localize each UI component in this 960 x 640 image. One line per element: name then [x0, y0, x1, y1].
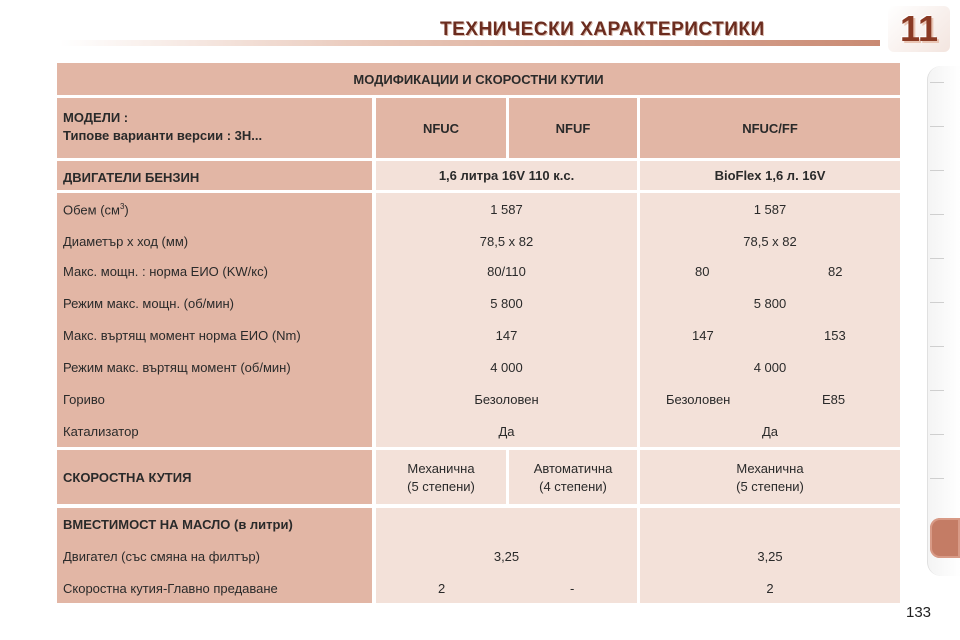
side-tab-divider [930, 390, 944, 391]
side-tab-divider [930, 170, 944, 171]
side-tab-divider [930, 214, 944, 215]
gearbox-cell-3 [640, 450, 900, 504]
gearbox-cell-1 [376, 450, 506, 504]
spec-value: Да [761, 424, 779, 439]
spec-value: E85 [822, 392, 846, 407]
specs-values-col1 [376, 193, 637, 447]
oil-value: 3,25 [493, 549, 520, 564]
models-variants-label: Типове варианти версии : 3H... [63, 128, 263, 143]
model-column-nfuf: NFUF [509, 98, 637, 158]
chapter-number-badge: 11 [888, 6, 950, 52]
spec-value: 153 [824, 328, 846, 343]
spec-value: 4 000 [490, 360, 523, 375]
spec-label-max-power-rpm: Режим макс. мощн. (об/мин) [63, 296, 235, 311]
oil-labels-block [57, 508, 372, 603]
spec-value: 4 000 [753, 360, 787, 375]
spec-value: Да [498, 424, 515, 439]
specs-values-col2 [640, 193, 900, 447]
gearbox-type: Автоматична [533, 461, 613, 476]
oil-value: 2 [766, 581, 774, 596]
oil-capacity-label: ВМЕСТИМОСТ НА МАСЛО (в литри) [63, 517, 293, 532]
oil-value: 3,25 [757, 549, 783, 564]
gearbox-gears: (5 степени) [407, 479, 475, 494]
oil-values-col2 [640, 508, 900, 603]
spec-value: 82 [828, 264, 843, 279]
spec-value: Безоловен [474, 392, 539, 407]
spec-value: Безоловен [666, 392, 731, 407]
engines-label: ДВИГАТЕЛИ БЕНЗИН [57, 161, 372, 190]
side-tab-divider [930, 478, 944, 479]
spec-label-max-torque-rpm: Режим макс. въртящ момент (об/мин) [63, 360, 291, 375]
spec-label-max-torque: Макс. въртящ момент норма ЕИО (Nm) [63, 328, 301, 343]
model-column-nfuc-ff: NFUC/FF [640, 98, 900, 158]
spec-label-max-power: Макс. мощн. : норма ЕИО (KW/кс) [63, 264, 268, 279]
models-label-cell [57, 98, 372, 158]
spec-label-displacement: Обем $(см^3)$ [63, 202, 129, 218]
gearbox-gears: (5 степени) [736, 479, 804, 494]
spec-value: 5 800 [753, 296, 787, 311]
oil-value: 2 [438, 581, 446, 596]
model-column-nfuc: NFUC [376, 98, 506, 158]
spec-value: 78,5 х 82 [743, 234, 797, 249]
spec-value: 1 587 [490, 202, 523, 217]
oil-values-col1 [376, 508, 637, 603]
spec-value: 147 [692, 328, 714, 343]
specs-labels-block [57, 193, 372, 447]
spec-value: 80 [695, 264, 710, 279]
gearbox-gears: (4 степени) [539, 479, 607, 494]
gearbox-cell-2 [509, 450, 637, 504]
table-title: МОДИФИКАЦИИ И СКОРОСТНИ КУТИИ [57, 63, 900, 95]
spec-value: 78,5 х 82 [479, 234, 534, 249]
gearbox-label: СКОРОСТНА КУТИЯ [57, 450, 372, 504]
oil-value: - [570, 581, 575, 596]
spec-value: 147 [495, 328, 518, 343]
side-tab-divider [930, 82, 944, 83]
side-tab-divider [930, 258, 944, 259]
side-tab-divider [930, 302, 944, 303]
side-tab-rail [927, 66, 960, 576]
side-tab-divider [930, 346, 944, 347]
oil-engine-label: Двигател (със смяна на филтър) [63, 549, 260, 564]
side-tab-chapter-11[interactable] [930, 518, 960, 558]
models-label: МОДЕЛИ : [63, 110, 129, 125]
page-title: ТЕХНИЧЕСКИ ХАРАКТЕРИСТИКИ [440, 19, 765, 40]
engine-column-1: 1,6 литра 16V 110 к.с. [376, 161, 637, 190]
oil-gearbox-label: Скоростна кутия-Главно предаване [63, 581, 278, 596]
spec-value: 5 800 [490, 296, 523, 311]
gearbox-type: Механична [407, 461, 475, 476]
spec-label-catalyst: Катализатор [63, 424, 139, 439]
side-tab-divider [930, 126, 944, 127]
spec-value: 80/110 [487, 264, 526, 279]
side-tab-divider [930, 434, 944, 435]
spec-label-bore-stroke: Диаметър х ход (мм) [63, 234, 189, 249]
spec-label-fuel: Гориво [63, 392, 105, 407]
gearbox-type: Механична [736, 461, 804, 476]
page-number: 133 [906, 604, 932, 621]
spec-value: 1 587 [753, 202, 787, 217]
engine-column-2: BioFlex 1,6 л. 16V [640, 161, 900, 190]
